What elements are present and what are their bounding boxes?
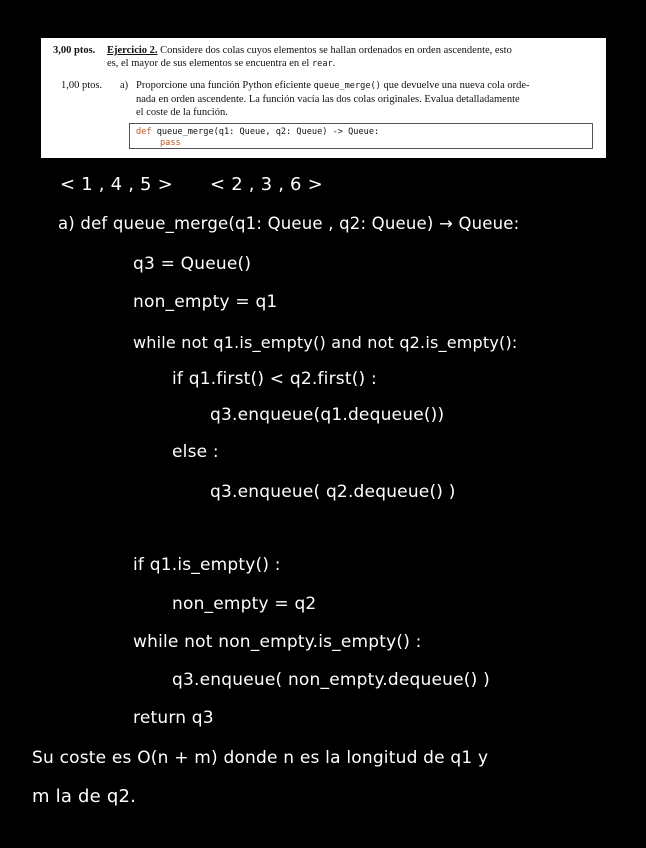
statement-line1: Considere dos colas cuyos elementos se hallan ordenados en orden ascendente, esto — [160, 45, 512, 56]
code-def-line — [136, 127, 586, 138]
part-label: a) — [120, 80, 129, 91]
points-sub: 1,00 ptos. — [61, 80, 103, 91]
part-line1-a: Proporcione una función Python eficiente — [136, 80, 311, 91]
code-pass-keyword: pass — [160, 138, 181, 148]
points-main: 3,00 ptos. — [53, 45, 96, 56]
part-line1-code: queue_merge() — [313, 81, 381, 91]
hw-line-if-empty: if q1.is_empty() : — [133, 555, 281, 575]
hw-line-nonempty-init: non_empty = q1 — [133, 292, 278, 312]
statement-line2-code: rear — [311, 59, 333, 69]
hw-line-if-first: if q1.first() < q2.first() : — [172, 369, 377, 389]
exercise-title: Ejercicio 2. — [107, 45, 158, 56]
part-statement — [136, 79, 606, 119]
hw-line-cost: Su coste es O(n + m) donde n es la longitud de q1 y — [32, 748, 489, 768]
hw-line-enqueue-nonempty: q3.enqueue( non_empty.dequeue() ) — [172, 670, 490, 690]
hw-line-enqueue-q1: q3.enqueue(q1.dequeue()) — [210, 405, 445, 425]
part-line2: nada en orden ascendente. La función vacía las dos colas originales. Evalua detalladamente — [136, 94, 520, 105]
example-queue-right: < 2 , 3 , 6 > — [210, 174, 323, 195]
exam-question-panel — [41, 38, 606, 158]
example-queue-left: < 1 , 4 , 5 > — [60, 174, 173, 195]
part-line3: el coste de la función. — [136, 107, 228, 118]
code-def-signature: queue_merge(q1: Queue, q2: Queue) -> Queue: — [151, 127, 380, 137]
hw-line-nonempty-q2: non_empty = q2 — [172, 594, 317, 614]
hw-line-cost-cont: m la de q2. — [32, 786, 137, 807]
statement-line2-a: es, el mayor de sus elementos se encuentra en el — [107, 58, 310, 69]
hw-line-while-nonempty: while not non_empty.is_empty() : — [133, 632, 422, 652]
hw-line-q3-init: q3 = Queue() — [133, 254, 252, 274]
hw-line-def: a) def queue_merge(q1: Queue , q2: Queue) → Queue: — [58, 214, 520, 233]
hw-line-else: else : — [172, 442, 219, 462]
code-box — [129, 123, 593, 149]
hw-line-while: while not q1.is_empty() and not q2.is_empty(): — [133, 333, 518, 352]
part-line1-b: que devuelve una nueva cola orde- — [383, 80, 530, 91]
statement — [107, 44, 597, 71]
hw-line-enqueue-q2: q3.enqueue( q2.dequeue() ) — [210, 482, 456, 502]
code-def-keyword: def — [136, 127, 152, 137]
statement-line2-b: . — [332, 58, 336, 69]
code-pass-line — [136, 138, 586, 149]
hw-line-return: return q3 — [133, 708, 214, 728]
